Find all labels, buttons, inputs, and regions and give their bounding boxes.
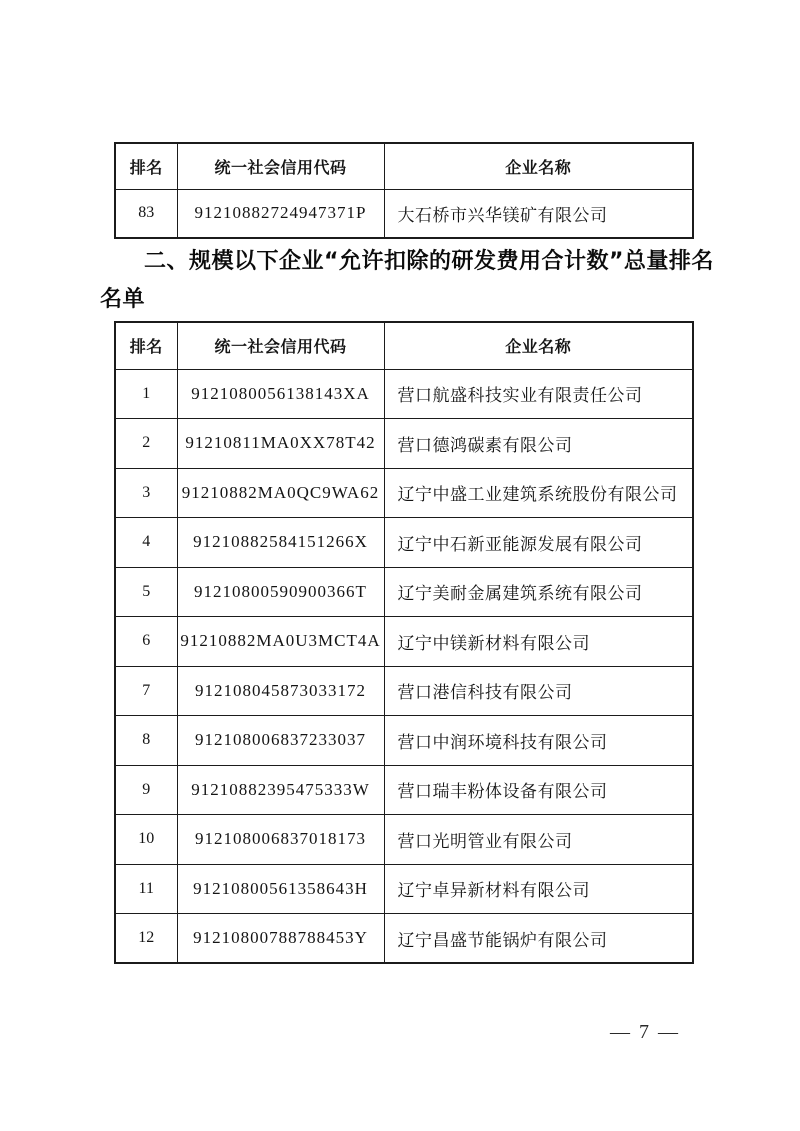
credit-code-column-header: 统一社会信用代码 <box>177 143 384 189</box>
rank-column-header: 排名 <box>115 322 177 369</box>
credit-code-cell: 9121080056138143XA <box>177 369 384 419</box>
company-name-cell: 辽宁中镁新材料有限公司 <box>384 617 693 667</box>
rank-cell: 4 <box>115 518 177 568</box>
company-name-cell: 营口中润环境科技有限公司 <box>384 716 693 766</box>
rank-cell: 8 <box>115 716 177 766</box>
table-body <box>115 369 693 963</box>
rank-cell: 1 <box>115 369 177 419</box>
rank-cell: 12 <box>115 914 177 964</box>
rank-column-header: 排名 <box>115 143 177 189</box>
table-row <box>115 815 693 865</box>
table-header-row <box>115 322 693 369</box>
company-name-cell: 营口德鸿碳素有限公司 <box>384 419 693 469</box>
table-row <box>115 419 693 469</box>
rank-cell: 9 <box>115 765 177 815</box>
rank-cell: 6 <box>115 617 177 667</box>
credit-code-cell: 91210800561358643H <box>177 864 384 914</box>
rank-cell: 3 <box>115 468 177 518</box>
company-name-cell: 辽宁卓异新材料有限公司 <box>384 864 693 914</box>
rank-cell: 7 <box>115 666 177 716</box>
table-row <box>115 666 693 716</box>
rank-cell: 5 <box>115 567 177 617</box>
company-name-cell: 辽宁美耐金属建筑系统有限公司 <box>384 567 693 617</box>
main-ranking-table <box>114 321 694 964</box>
rank-cell: 11 <box>115 864 177 914</box>
credit-code-column-header: 统一社会信用代码 <box>177 322 384 369</box>
rank-cell: 83 <box>115 189 177 238</box>
company-name-cell: 营口光明管业有限公司 <box>384 815 693 865</box>
table-row <box>115 189 693 238</box>
company-name-cell: 辽宁中石新亚能源发展有限公司 <box>384 518 693 568</box>
table-row <box>115 765 693 815</box>
table-row <box>115 617 693 667</box>
top-ranking-table <box>114 142 694 239</box>
credit-code-cell: 91210882395475333W <box>177 765 384 815</box>
table-row <box>115 914 693 964</box>
page-number: — 7 — <box>610 1021 680 1043</box>
table-row <box>115 567 693 617</box>
company-name-cell: 辽宁昌盛节能锅炉有限公司 <box>384 914 693 964</box>
company-name-cell: 营口港信科技有限公司 <box>384 666 693 716</box>
table-row <box>115 369 693 419</box>
credit-code-cell: 91210882724947371P <box>177 189 384 238</box>
company-name-cell: 营口瑞丰粉体设备有限公司 <box>384 765 693 815</box>
rank-cell: 10 <box>115 815 177 865</box>
company-name-cell: 辽宁中盛工业建筑系统股份有限公司 <box>384 468 693 518</box>
section-heading <box>100 243 712 319</box>
credit-code-cell: 912108006837233037 <box>177 716 384 766</box>
company-name-cell: 大石桥市兴华镁矿有限公司 <box>384 189 693 238</box>
table-body <box>115 189 693 238</box>
table-row <box>115 864 693 914</box>
credit-code-cell: 91210811MA0XX78T42 <box>177 419 384 469</box>
credit-code-cell: 91210800788788453Y <box>177 914 384 964</box>
credit-code-cell: 91210882MA0U3MCT4A <box>177 617 384 667</box>
credit-code-cell: 912108045873033172 <box>177 666 384 716</box>
company-name-cell: 营口航盛科技实业有限责任公司 <box>384 369 693 419</box>
table-row <box>115 518 693 568</box>
credit-code-cell: 91210800590900366T <box>177 567 384 617</box>
credit-code-cell: 912108006837018173 <box>177 815 384 865</box>
credit-code-cell: 91210882MA0QC9WA62 <box>177 468 384 518</box>
rank-cell: 2 <box>115 419 177 469</box>
table-row <box>115 468 693 518</box>
table-row <box>115 716 693 766</box>
section-heading-line2: 名单 <box>100 287 146 312</box>
credit-code-cell: 91210882584151266X <box>177 518 384 568</box>
company-name-column-header: 企业名称 <box>384 143 693 189</box>
section-heading-line1: 二、规模以下企业“允许扣除的研发费用合计数”总量排名 <box>144 249 714 274</box>
company-name-column-header: 企业名称 <box>384 322 693 369</box>
table-header-row <box>115 143 693 189</box>
